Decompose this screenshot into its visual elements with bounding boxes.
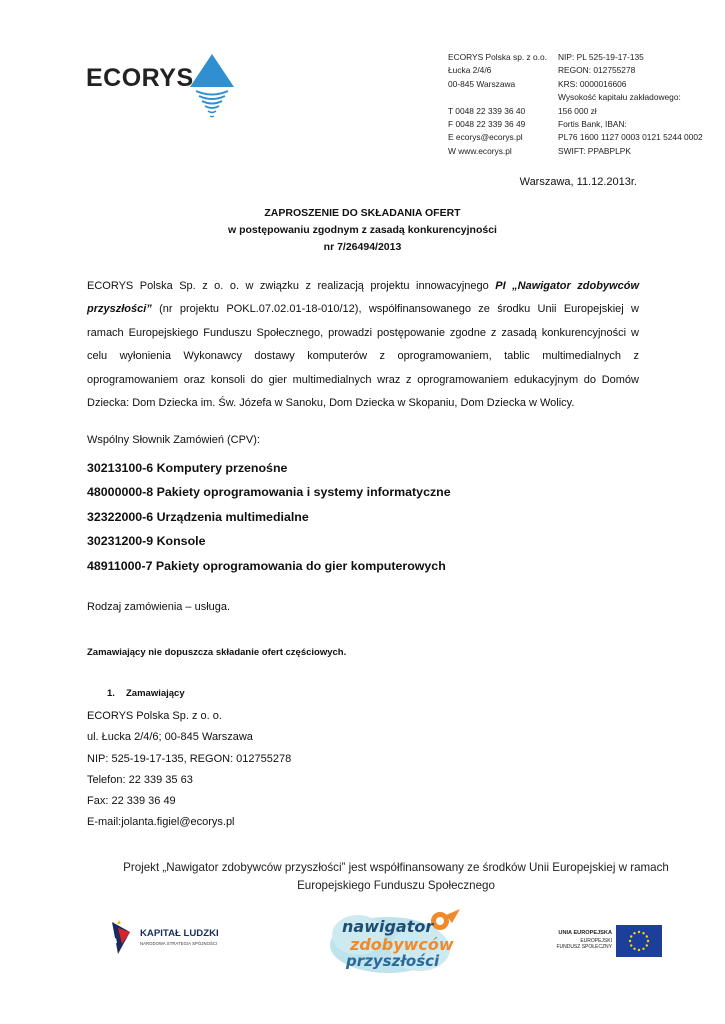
eu-star-icon [633, 948, 635, 950]
eu-flag-icon [616, 925, 662, 957]
cpv-item: 48911000-7 Pakiety oprogramowania do gier komputerowych [87, 558, 446, 573]
footer-funding-note [100, 859, 692, 895]
company-city: 00-845 Warszawa [448, 78, 516, 89]
eu-star-icon [646, 935, 648, 937]
footer-line-2: Europejskiego Funduszu Społecznego [297, 879, 495, 892]
eu-star-icon [638, 949, 640, 951]
eu-subtitle-2: FUNDUSZ SPOŁECZNY [556, 944, 612, 950]
eu-star-icon [629, 940, 631, 942]
intro-paragraph [87, 275, 639, 415]
section-title: Zamawiający [126, 688, 185, 699]
contracting-party-address [87, 706, 291, 834]
logo-text: ECORYS [86, 64, 194, 92]
address-line: NIP: 525-19-17-135, REGON: 012755278 [87, 752, 292, 765]
capital-label: Wysokość kapitału zakładowego: [558, 92, 681, 103]
kapital-ludzki-title: KAPITAŁ LUDZKI [140, 928, 219, 939]
eu-star-icon [630, 944, 632, 946]
section-number: 1. [107, 688, 115, 699]
document-title [0, 205, 725, 256]
eu-star-icon [630, 935, 632, 937]
company-street: Łucka 2/4/6 [448, 65, 492, 76]
address-line: E-mail:jolanta.figiel@ecorys.pl [87, 816, 235, 829]
company-email: E ecorys@ecorys.pl [448, 132, 523, 143]
address-line: Fax: 22 339 36 49 [87, 795, 176, 808]
cpv-item: 30213100-6 Komputery przenośne [87, 461, 288, 475]
company-www: W www.ecorys.pl [448, 145, 512, 156]
eu-subtitle-1: EUROPEJSKI [580, 938, 612, 944]
company-name: ECORYS Polska sp. z o.o. [448, 52, 547, 62]
intro-part-2: (nr projektu POKL.07.02.01-18-010/12), współfinansowanego ze środku Unii Europejskiej w ramach Europejskiego Funduszu Społecznego, prowadzi postępowanie zgodne z zasadą konkurencyjności w celu wyłonienia Wykonawcy dostawy komputerów z oprogramowaniem, tablic multimedialnych z oprogramowaniem oraz konsoli do gier multimedialnych wraz z oprogramowaniem edukacyjnym do Domów Dziecka: Dom Dziecka im. Św. Józefa w Sanoku, Dom Dziecka w Skopaniu, Dom Dziecka w Wolicy. [87, 303, 639, 410]
eu-star-icon [638, 931, 640, 933]
cpv-item: 32322000-6 Urządzenia multimedialne [87, 509, 309, 524]
company-regon: REGON: 012755278 [558, 65, 636, 76]
ecorys-logo [86, 54, 236, 120]
kapital-ludzki-icon [108, 918, 136, 958]
bank-iban: PL76 1600 1127 0003 0121 5244 0002 [558, 132, 703, 143]
eu-logo [546, 925, 664, 959]
eu-star-icon [633, 932, 635, 934]
header-registry [558, 51, 703, 158]
eu-star-icon [642, 948, 644, 950]
capital-value: 156 000 zł [558, 105, 597, 116]
nawigator-logo [328, 905, 466, 975]
cpv-item: 30231200-9 Konsole [87, 534, 206, 549]
cpv-item: 48000000-8 Pakiety oprogramowania i systemy informatyczne [87, 485, 451, 500]
title-line-3: nr 7/26494/2013 [323, 241, 402, 253]
eu-star-icon [642, 932, 644, 934]
nawigator-word-2: zdobywców [350, 935, 454, 954]
section-1-heading [107, 688, 185, 699]
eu-title: UNIA EUROPEJSKA [558, 930, 612, 936]
no-partial-offers: Zamawiający nie dopuszcza składanie ofert częściowych. [87, 647, 347, 658]
address-line: Telefon: 22 339 35 63 [87, 773, 193, 786]
eu-star-icon [646, 944, 648, 946]
bank-swift: SWIFT: PPABPLPK [558, 145, 631, 156]
document-date: Warszawa, 11.12.2013r. [519, 176, 637, 188]
project-name: PI „Nawigator zdobywców przyszłości” [87, 280, 640, 316]
kapital-ludzki-logo [108, 918, 248, 958]
cpv-label: Wspólny Słownik Zamówień (CPV): [87, 434, 260, 446]
intro-part-1: ECORYS Polska Sp. z o. o. w związku z realizacją projektu innowacyjnego [87, 280, 489, 292]
company-krs: KRS: 0000016606 [558, 78, 627, 89]
title-line-2: w postępowaniu zgodnym z zasadą konkurencyjności [228, 224, 497, 236]
company-phone: T 0048 22 339 36 40 [448, 105, 526, 116]
footer-line-1: Projekt „Nawigator zdobywców przyszłości” jest współfinansowany ze środków Unii Europejskiej w ramach [123, 861, 669, 874]
address-line: ul. Łucka 2/4/6; 00-845 Warszawa [87, 731, 253, 744]
title-line-1: ZAPROSZENIE DO SKŁADANIA OFERT [264, 207, 461, 219]
eu-star-icon [647, 940, 649, 942]
ecorys-triangle-icon [190, 54, 234, 120]
cpv-list [87, 456, 451, 578]
kapital-ludzki-subtitle: NARODOWA STRATEGIA SPÓJNOŚCI [140, 941, 218, 946]
order-type: Rodzaj zamówienia – usługa. [87, 601, 231, 613]
nawigator-word-3: przyszłości [346, 952, 440, 970]
company-fax: F 0048 22 339 36 49 [448, 119, 526, 130]
nawigator-word-1: nawigator [342, 917, 434, 936]
address-line: ECORYS Polska Sp. z o. o. [87, 710, 222, 722]
header-contact [448, 51, 547, 158]
bank-name: Fortis Bank, IBAN: [558, 119, 627, 130]
company-nip: NIP: PL 525-19-17-135 [558, 52, 644, 62]
